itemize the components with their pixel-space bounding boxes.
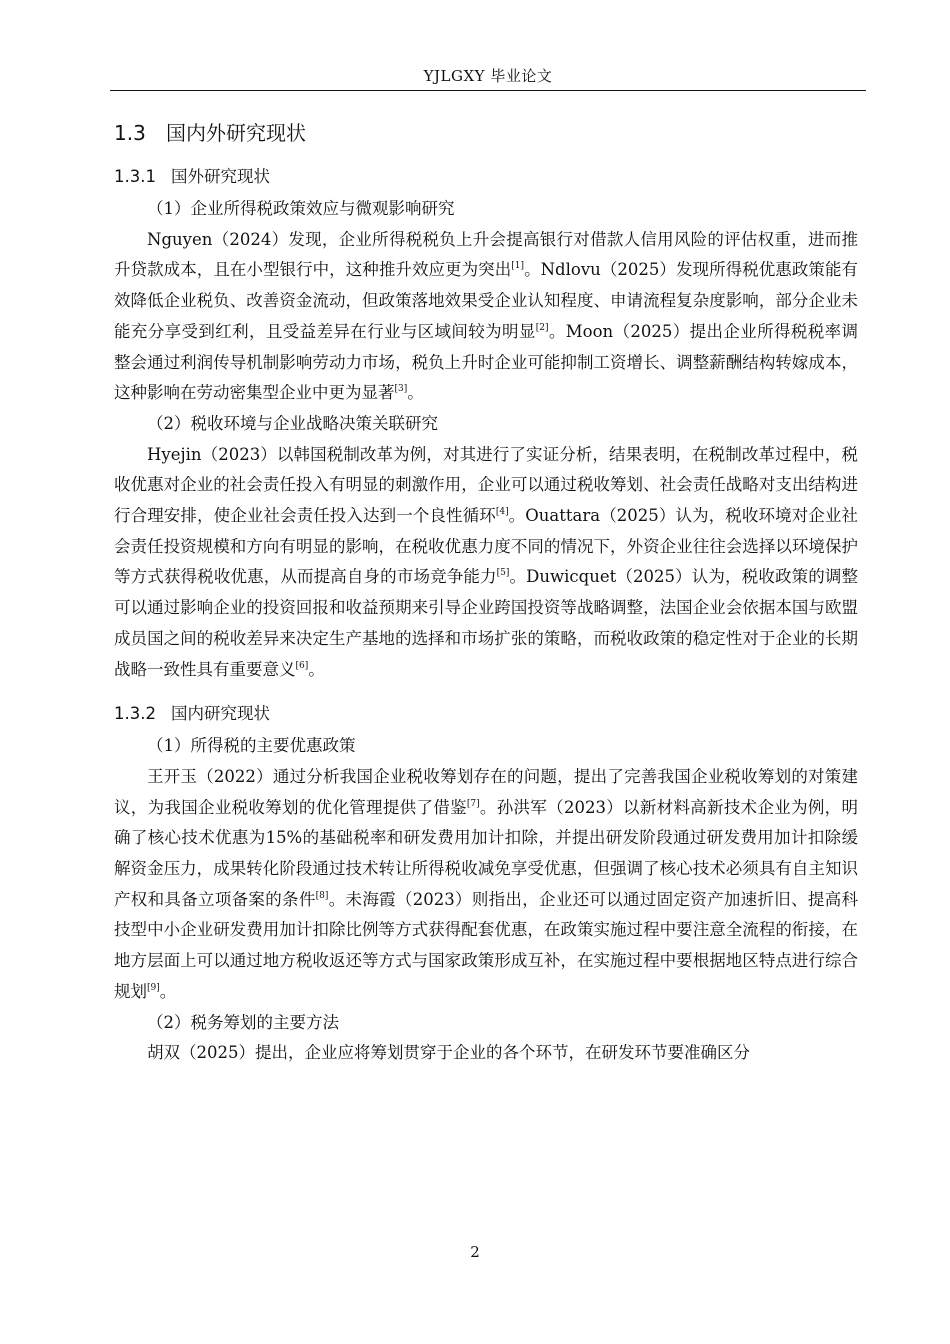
paragraph-text: 。Ouattara（2025）认为，税收环境对企业社会责任投资规模和方向有明显的影响，在税收优惠力度不同的情况下，外资企业往往会选择以环境保护等方式获得税收优惠，从而提高自身的市场竞争能力 <box>114 506 858 587</box>
paragraph-text: 。 <box>308 659 325 679</box>
citation: [5] <box>496 568 510 579</box>
topic-heading: （2）税务筹划的主要方法 <box>147 1012 339 1032</box>
subsection-number: 1.3.2 <box>114 704 156 724</box>
page-body <box>114 112 858 1069</box>
paragraph-text: Nguyen（2024）发现，企业所得税税负上升会提高银行对借款人信用风险的评估权重，进而推升贷款成本，且在小型银行中，这种推升效应更为突出 <box>114 229 858 280</box>
citation: [9] <box>147 982 160 993</box>
page-number: 2 <box>470 1243 480 1261</box>
subsection-title: 国内研究现状 <box>171 704 270 724</box>
paragraph-text: 。未海霞（2023）则指出，企业还可以通过固定资产加速折旧、提高科技型中小企业研发费用加计扣除比例等方式获得配套优惠，在政策实施过程中要注意全流程的衔接，在地方层面上可以通过地方税收返还等方式与国家政策形成互补，在实施过程中要根据地区特点进行综合规划 <box>114 889 859 1001</box>
citation: [8] <box>315 890 329 901</box>
subsection-number: 1.3.1 <box>114 167 156 186</box>
topic-heading: （1）企业所得税政策效应与微观影响研究 <box>147 199 455 218</box>
citation: [3] <box>394 384 408 395</box>
paragraph-text: Hyejin（2023）以韩国税制改革为例，对其进行了实证分析，结果表明，在税制改革过程中，税收优惠对企业的社会责任投入有明显的刺激作用，企业可以通过税收筹划、社会责任战略对支出结构进行合理安排，使企业社会责任投入达到一个良性循环 <box>114 444 858 526</box>
paragraph-text: 。Moon（2025）提出企业所得税税率调整会通过利润传导机制影响劳动力市场，税负上升时企业可能抑制工资增长、调整薪酬结构转嫁成本，这种影响在劳动密集型企业中更为显著 <box>114 321 858 403</box>
paragraph-text: 。Ndlovu（2025）发现所得税优惠政策能有效降低企业税负、改善资金流动，但政策落地效果受企业认知程度、申请流程复杂度影响，部分企业未能充分享受到红利，且受益差异在行业与区域间较为明显 <box>114 260 859 341</box>
paragraph-text: 。 <box>407 383 424 403</box>
citation: [4] <box>495 507 509 518</box>
page-header: YJLGXY 毕业论文 <box>423 67 553 85</box>
subsection-heading-foreign <box>114 162 858 192</box>
topic-heading: （2）税收环境与企业战略决策关联研究 <box>147 413 438 433</box>
paragraph-text: 。孙洪军（2023）以新材料高新技术企业为例，明确了核心技术优惠为15%的基础税率和研发费用加计扣除，并提出研发阶段通过研发费用加计扣除缓解资金压力，成果转化阶段通过技术转让所得税收减免享受优惠，但强调了核心技术必须具有自主知识产权和具备立项备案的条件 <box>114 797 858 909</box>
paragraph <box>114 440 858 686</box>
citation: [1] <box>511 261 525 272</box>
paragraph <box>114 762 858 1008</box>
paragraph: 胡双（2025）提出，企业应将筹划贯穿于企业的各个环节，在研发环节要准确区分 <box>147 1043 750 1063</box>
section-title: 国内外研究现状 <box>166 121 306 145</box>
paragraph-text: 。 <box>159 981 177 1001</box>
subsection-title: 国外研究现状 <box>171 167 270 186</box>
citation: [6] <box>295 660 309 671</box>
paragraph-text: 王开玉（2022）通过分析我国企业税收筹划存在的问题，提出了完善我国企业税收筹划的对策建议，为我国企业税收筹划的优化管理提供了借鉴 <box>114 766 858 817</box>
citation: [7] <box>466 798 480 809</box>
section-heading <box>114 115 858 151</box>
citation: [2] <box>535 322 549 333</box>
section-number: 1.3 <box>114 121 146 145</box>
topic-heading: （1）所得税的主要优惠政策 <box>147 736 356 756</box>
subsection-heading-domestic <box>114 699 858 729</box>
paragraph-text: 。Duwicquet（2025）认为，税收政策的调整可以通过影响企业的投资回报和收益预期来引导企业跨国投资等战略调整，法国企业会依据本国与欧盟成员国之间的税收差异来决定生产基地的选择和市场扩张的策略，而税收政策的稳定性对于企业的长期战略一致性具有重要意义 <box>114 567 859 679</box>
paragraph <box>114 225 858 409</box>
header-rule <box>110 90 866 91</box>
